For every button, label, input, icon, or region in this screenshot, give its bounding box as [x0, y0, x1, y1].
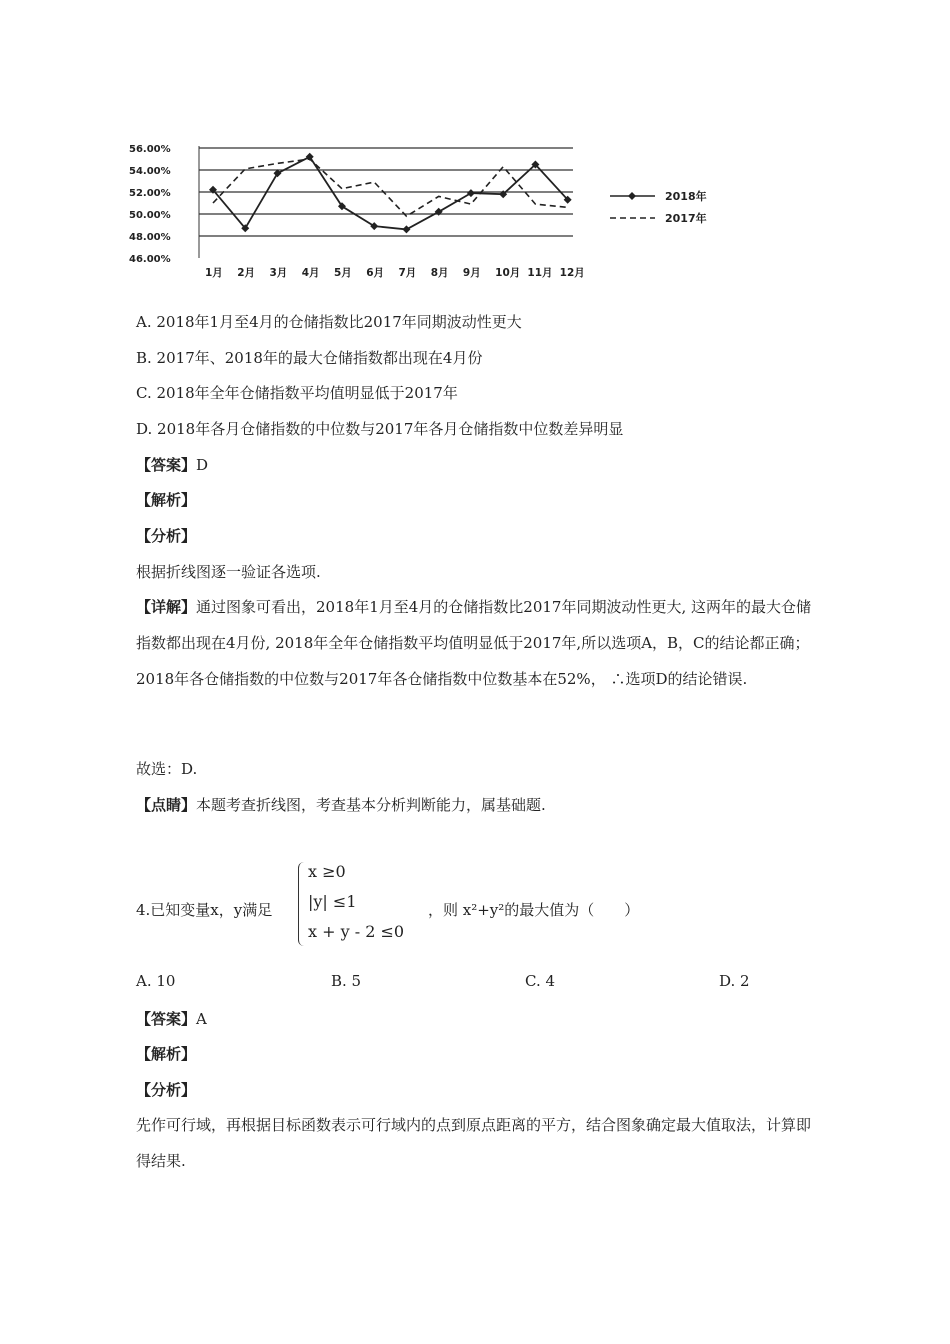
q3-option-d: D. 2018年各月仓储指数的中位数与2017年各月仓储指数中位数差异明显: [136, 420, 624, 438]
q3-analysis-tag: 【解析】: [136, 491, 197, 509]
remark-text: 本题考查折线图，考查基本分析判断能力，属基础题.: [196, 796, 546, 814]
x-tick-label: 7月: [398, 267, 417, 279]
x-tick-label: 1月: [205, 267, 223, 279]
series-line-1: [213, 159, 568, 216]
x-tick-label: 8月: [430, 267, 449, 279]
q3-remark: [136, 795, 546, 815]
y-tick-label: 48.00%: [129, 232, 171, 243]
x-tick-label: 6月: [366, 267, 385, 279]
q4-fenxi-text: 先作可行域，再根据目标函数表示可行域内的点到原点距离的平方，结合图象确定最大值取法，计算即得结果.: [136, 1116, 812, 1170]
q4-option-b: B. 5: [331, 972, 362, 990]
y-tick-label: 50.00%: [129, 210, 171, 221]
answer-value: A: [196, 1010, 207, 1028]
y-tick-label: 56.00%: [129, 144, 171, 155]
constraint-2: |y| ≤1: [308, 892, 357, 911]
q4-analysis-tag: 【解析】: [136, 1045, 197, 1063]
legend-marker: [628, 192, 636, 200]
constraint-3: x + y - 2 ≤0: [308, 922, 405, 941]
q3-option-b: B. 2017年、2018年的最大仓储指数都出现在4月份: [136, 349, 483, 367]
x-tick-label: 10月: [495, 267, 521, 279]
detail-text: 通过图象可看出，2018年1月至4月的仓储指数比2017年同期波动性更大, 这两年的最大仓储指数都出现在4月份, 2018年全年仓储指数平均值明显低于2017年,所以选项A，B，C的结论都正确；2018年各仓储指数的中位数与2017年各仓储指数中位数基本在52%， ∴选项D的结论错误.: [136, 598, 811, 688]
q4-option-c: C. 4: [525, 972, 556, 990]
brace: [298, 862, 307, 946]
x-tick-label: 9月: [462, 267, 481, 279]
q3-fenxi-tag: 【分析】: [136, 527, 197, 545]
answer-tag: 【答案】: [136, 456, 197, 474]
x-tick-label: 11月: [527, 267, 553, 279]
data-point: [370, 222, 378, 230]
q4-stem-suffix: ，则 x²+y²的最大值为（ ）: [428, 901, 640, 919]
x-tick-label: 3月: [269, 267, 288, 279]
legend-label: 2017年: [665, 212, 707, 225]
q3-choose: 故选：D.: [136, 760, 198, 778]
detail-tag: 【详解】: [136, 598, 197, 616]
answer-tag: 【答案】: [136, 1010, 197, 1028]
y-tick-label: 54.00%: [129, 166, 171, 177]
legend-label: 2018年: [665, 190, 707, 203]
q3-answer: [136, 455, 208, 475]
line-chart: [125, 128, 725, 288]
q3-option-a: A. 2018年1月至4月的仓储指数比2017年同期波动性更大: [136, 313, 522, 331]
x-tick-label: 12月: [559, 267, 585, 279]
constraint-system: [298, 862, 408, 946]
q3-option-c: C. 2018年全年仓储指数平均值明显低于2017年: [136, 384, 458, 402]
x-tick-label: 5月: [333, 267, 352, 279]
y-tick-label: 52.00%: [129, 188, 171, 199]
constraint-1: x ≥0: [308, 862, 346, 881]
x-tick-label: 4月: [301, 267, 320, 279]
y-tick-label: 46.00%: [129, 254, 171, 265]
answer-value: D: [196, 456, 209, 474]
q4-answer: [136, 1009, 207, 1029]
q4-option-d: D. 2: [719, 972, 750, 990]
q4-fenxi-tag: 【分析】: [136, 1081, 197, 1099]
series-line-0: [213, 157, 568, 230]
q4-stem-prefix: 4.已知变量x，y满足: [136, 901, 273, 919]
data-point: [467, 189, 475, 197]
q3-detail: [136, 589, 816, 697]
data-point: [402, 225, 410, 233]
x-tick-label: 2月: [237, 267, 256, 279]
q3-fenxi-text: 根据折线图逐一验证各选项.: [136, 563, 321, 581]
remark-tag: 【点睛】: [136, 796, 197, 814]
q4-option-a: A. 10: [136, 972, 176, 990]
